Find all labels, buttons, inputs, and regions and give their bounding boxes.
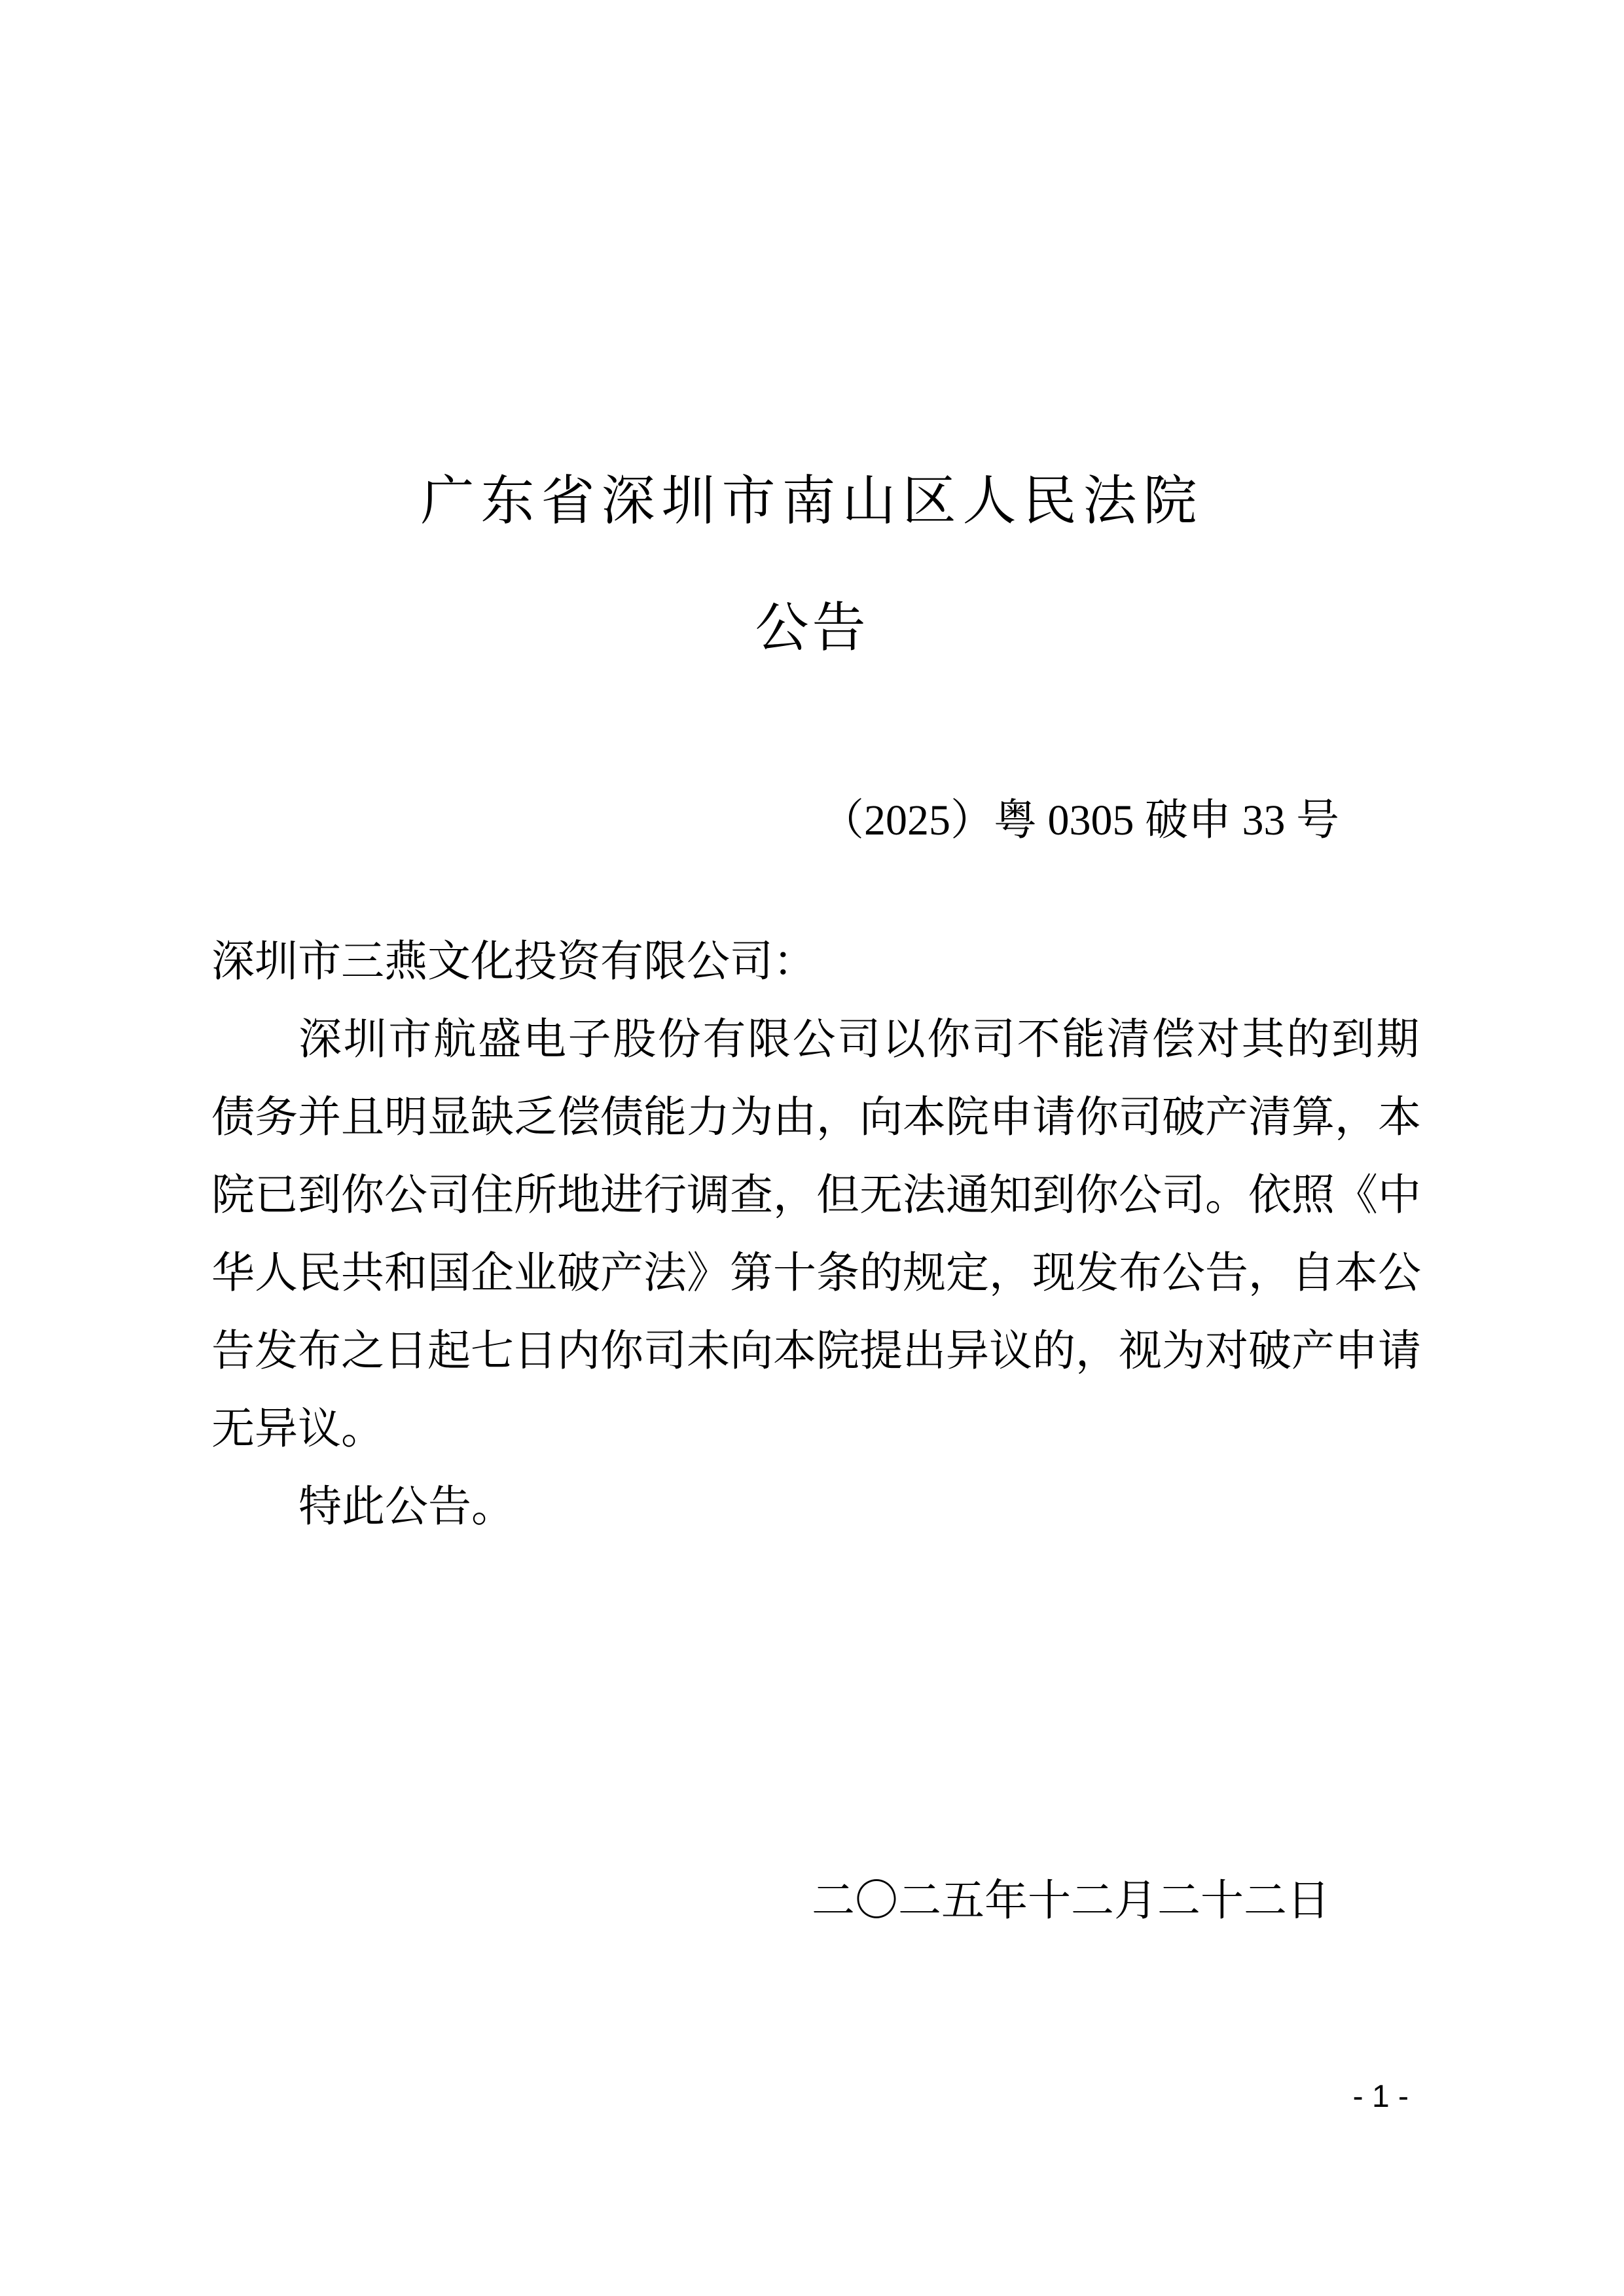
body-line: 债务并且明显缺乏偿债能力为由，向本院申请你司破产清算，本 — [211, 1094, 1421, 1141]
body-line: 无异议。 — [211, 1405, 384, 1453]
body-line: 华人民共和国企业破产法》第十条的规定，现发布公告，自本公 — [211, 1249, 1421, 1297]
body-paragraph — [211, 923, 1421, 1546]
document-type-heading: 公告 — [755, 598, 869, 658]
page-number: - 1 - — [1352, 2079, 1409, 2114]
date-line: 二〇二五年十二月二十二日 — [812, 1877, 1330, 1925]
closing-line: 特此公告。 — [298, 1483, 514, 1531]
body-line: 深圳市航盛电子股份有限公司以你司不能清偿对其的到期 — [298, 1016, 1421, 1064]
case-number: （2025）粤 0305 破申 33 号 — [821, 797, 1339, 844]
body-line: 告发布之日起七日内你司未向本院提出异议的，视为对破产申请 — [211, 1327, 1421, 1375]
addressee-line: 深圳市三燕文化投资有限公司： — [211, 938, 816, 986]
body-line: 院已到你公司住所地进行调查，但无法通知到你公司。依照《中 — [211, 1172, 1421, 1219]
court-name-heading: 广东省深圳市南山区人民法院 — [420, 471, 1204, 531]
